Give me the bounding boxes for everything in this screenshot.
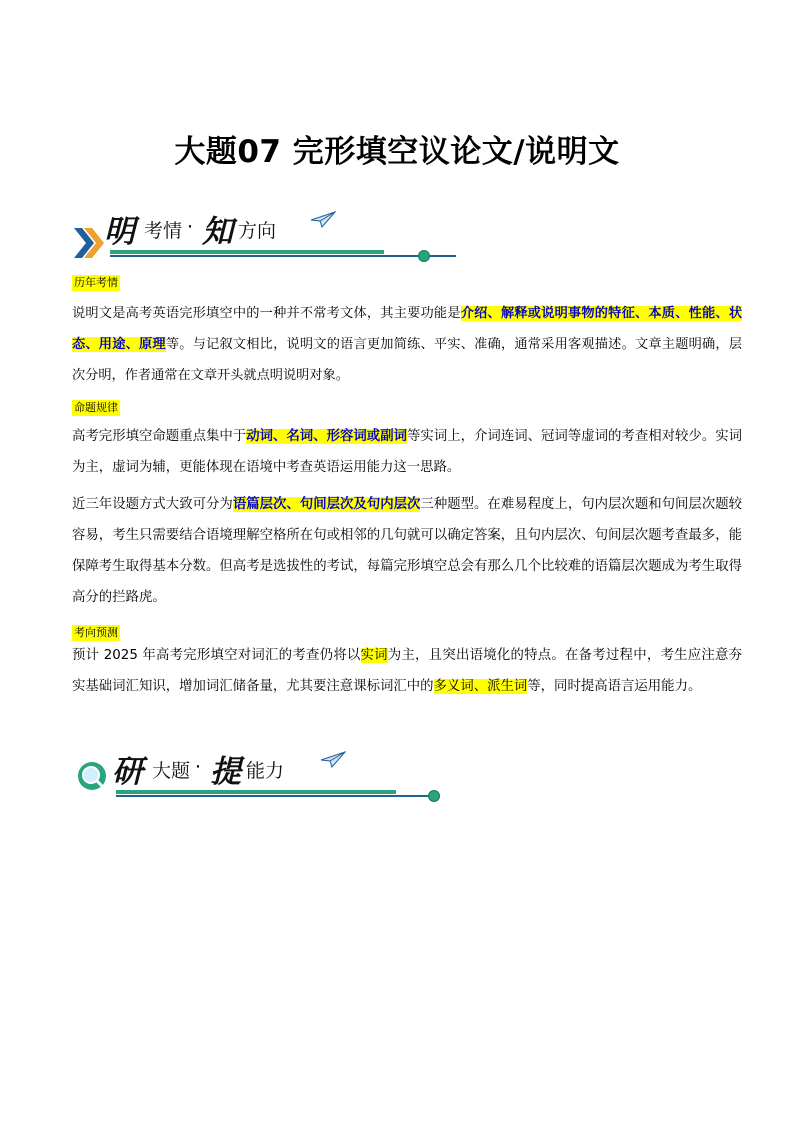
- paper-plane-icon: [310, 210, 336, 228]
- text-segment: 为主，且突出语境化的特点。在备考过程中，考生应注意夯实基础词汇知识，增加词汇储备量，尤其要注意课标词汇中的: [72, 648, 743, 694]
- section-banner-exam-trends: [72, 206, 452, 266]
- paragraph-rules-1: [72, 421, 742, 483]
- banner-rule-thick: [110, 250, 384, 254]
- banner-dot: ·: [187, 216, 194, 238]
- text-segment: 预计 2025 年高考完形填空对词汇的考查仍将以: [72, 648, 361, 663]
- keyword-highlight: 实词: [360, 648, 388, 663]
- tag-rules: 命题规律: [74, 401, 118, 414]
- banner-big-char-2: 知: [202, 214, 233, 250]
- banner-rule-thin: [110, 255, 456, 257]
- banner-dot: ·: [195, 756, 202, 778]
- text-segment: 等，同时提高语言运用能力。: [527, 679, 702, 694]
- banner-rule-dot: [428, 790, 440, 802]
- text-segment: 近三年设题方式大致可分为: [72, 497, 233, 512]
- banner-small-text-1: 考情: [144, 220, 183, 242]
- text-segment: 高考完形填空命题重点集中于: [72, 429, 247, 444]
- text-segment: 等。与记叙文相比，说明文的语言更加简练、平实、准确，通常采用客观描述。文章主题明确，层次分明，作者通常在文章开头就点明说明对象。: [72, 337, 743, 383]
- banner-big-char-1: 研: [112, 754, 143, 790]
- text-segment: 说明文是高考英语完形填空中的一种并不常考文体，其主要功能是: [72, 306, 461, 321]
- tag-history: 历年考情: [74, 276, 118, 289]
- paper-plane-icon: [320, 750, 346, 768]
- text-segment: 三种题型。在难易程度上，句内层次题和句间层次题较容易，考生只需要结合语境理解空格所在句或相邻的几句就可以确定答案，且句内层次、句间层次题考查最多，能保障考生取得基本分数。但高考是选拔性的考试，每篇完形填空总会有那么几个比较难的语篇层次题成为考生取得高分的拦路虎。: [72, 497, 743, 605]
- magnifier-icon: [76, 760, 110, 794]
- page-title: 大题07 完形填空议论文/说明文: [174, 134, 620, 170]
- banner-small-text-2: 方向: [238, 220, 277, 242]
- banner-big-char-2: 提: [210, 754, 241, 790]
- paragraph-history: [72, 298, 742, 391]
- banner-rule-thick: [116, 790, 396, 794]
- banner-small-text-1: 大题: [152, 760, 191, 782]
- keyword-highlight: 多义词、派生词: [433, 679, 528, 694]
- keyword-highlight: 语篇层次、句间层次及句内层次: [232, 497, 421, 512]
- banner-rule-thin: [116, 795, 432, 797]
- double-chevron-icon: [72, 226, 104, 260]
- paragraph-rules-2: [72, 489, 742, 613]
- text-segment: 等实词上，介词连词、冠词等虚词的考查相对较少。实词为主，虚词为辅，更能体现在语境中考查英语运用能力这一思路。: [72, 429, 743, 475]
- keyword-highlight: 动词、名词、形容词或副词: [246, 429, 408, 444]
- paragraph-forecast: [72, 640, 742, 702]
- tag-forecast: 考向预测: [74, 626, 118, 639]
- banner-big-char-1: 明: [104, 214, 135, 250]
- section-banner-practice: [72, 746, 452, 806]
- keyword-highlight: 介绍、解释或说明事物的特征、本质、性能、状态、用途、原理: [72, 306, 743, 352]
- banner-rule-dot: [418, 250, 430, 262]
- banner-small-text-2: 能力: [246, 760, 285, 782]
